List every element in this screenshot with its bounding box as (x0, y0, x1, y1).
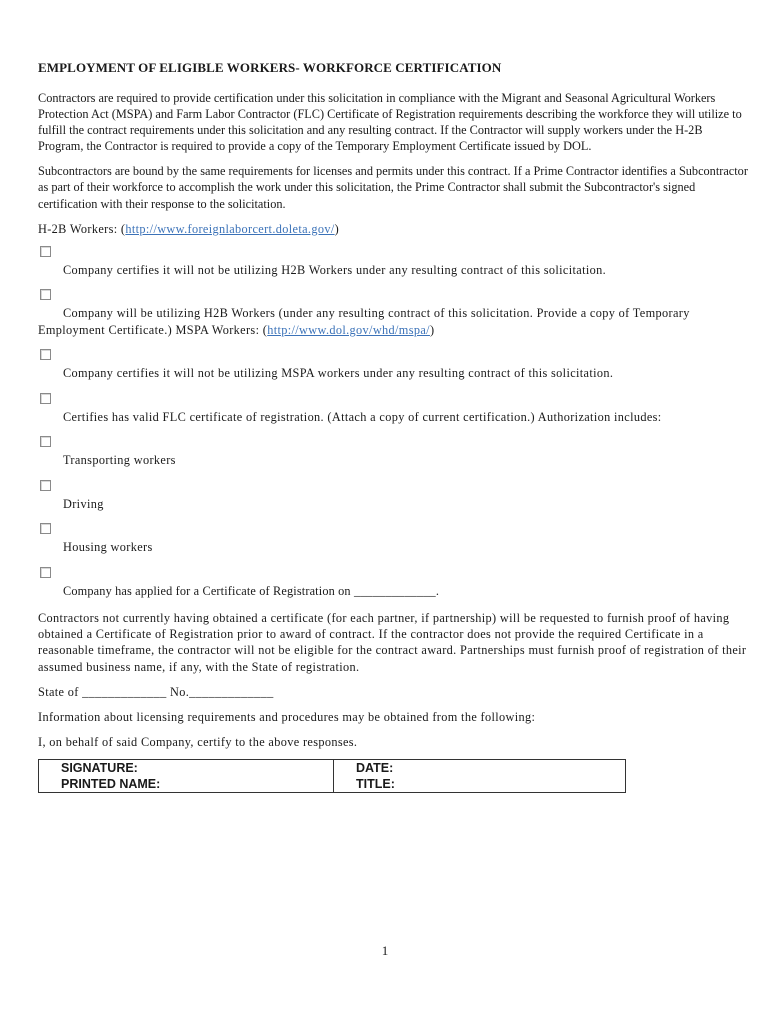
signature-table (38, 759, 626, 793)
option-text: Company will be utilizing H2B Workers (under any resulting contract of this solicitation. Provide a copy of Temporary Employment Certificate.) MSPA Workers: ( (38, 306, 690, 337)
checkbox-no-mspa[interactable] (40, 349, 51, 360)
h2b-suffix: ) (334, 221, 340, 236)
checkbox-housing[interactable] (40, 523, 51, 534)
certificate-paragraph: Contractors not currently having obtained a certificate (for each partner, if partnership) will be requested to furnish proof of having obtained a Certificate of Registration prior to award of contract. If the contractor does not provide the required Certificate in a reasonable timeframe, the contractor will not be eligible for the contract award. Partnerships must furnish proof of registration of their assumed business name, if any, with the State of registration. (38, 611, 747, 674)
checkbox-transporting[interactable] (40, 436, 51, 447)
option-label: Company certifies it will not be utilizing H2B Workers under any resulting contract of this solicitation. (63, 262, 607, 277)
option-housing (38, 523, 748, 556)
option-driving (38, 480, 748, 513)
option-label: Company certifies it will not be utilizing MSPA workers under any resulting contract of this solicitation. (63, 366, 614, 381)
date-label: DATE: (356, 760, 394, 775)
title-label: TITLE: (356, 776, 395, 791)
certify-line: I, on behalf of said Company, certify to the above responses. (38, 734, 358, 749)
option-label: Driving (63, 496, 104, 511)
option-will-use-h2b (38, 289, 748, 338)
option-label: Certifies has valid FLC certificate of registration. (Attach a copy of current certification.) Authorization includes: (63, 409, 662, 424)
document-page (38, 58, 748, 793)
signature-label: SIGNATURE: (61, 760, 138, 775)
date-title-cell[interactable] (334, 759, 626, 792)
mspa-link[interactable]: http://www.dol.gov/whd/mspa/ (267, 322, 430, 337)
option-no-h2b (38, 246, 748, 279)
checkbox-no-h2b[interactable] (40, 246, 51, 257)
state-number-line: State of _____________ No._____________ (38, 684, 274, 699)
option-label: Housing workers (63, 540, 153, 555)
page-number: 1 (381, 943, 389, 958)
subcontractor-paragraph: Subcontractors are bound by the same requirements for licenses and permits under this contract. If a Prime Contractor identifies a Subcontractor as part of their workforce to accomplish the work under this solicitation, the Prime Contractor shall submit the Subcontractor's signed certification with their response to the solicitation. (38, 164, 748, 211)
checkbox-applied[interactable] (40, 567, 51, 578)
checkbox-will-use-h2b[interactable] (40, 289, 51, 300)
h2b-link[interactable]: http://www.foreignlaborcert.doleta.gov/ (125, 221, 335, 236)
option-label (38, 305, 748, 338)
option-valid-flc (38, 393, 748, 426)
option-transporting (38, 436, 748, 469)
option-label: Transporting workers (63, 453, 176, 468)
option-applied (38, 567, 748, 600)
option-no-mspa (38, 349, 748, 382)
h2b-workers-line (38, 221, 748, 237)
document-title: EMPLOYMENT OF ELIGIBLE WORKERS- WORKFORCE CERTIFICATION (38, 60, 502, 75)
printed-name-label: PRINTED NAME: (61, 776, 161, 791)
checkbox-driving[interactable] (40, 480, 51, 491)
h2b-prefix: H-2B Workers: ( (38, 221, 126, 236)
option-label: Company has applied for a Certificate of Registration on _____________. (63, 583, 440, 598)
info-line: Information about licensing requirements and procedures may be obtained from the following: (38, 709, 536, 724)
signature-cell[interactable] (39, 759, 334, 792)
option-suffix: ) (429, 322, 435, 337)
intro-paragraph: Contractors are required to provide certification under this solicitation in compliance with the Migrant and Seasonal Agricultural Workers Protection Act (MSPA) and Farm Labor Contractor (FLC) Certificate of Registration requirements describing the workforce they will utilize to fulfill the contract requirements under this solicitation and any resulting contract. If the Contractor will supply workers under the H-2B Program, the Contractor is required to provide a copy of the Temporary Employment Certificate issued by DOL. (38, 91, 742, 154)
checkbox-valid-flc[interactable] (40, 393, 51, 404)
